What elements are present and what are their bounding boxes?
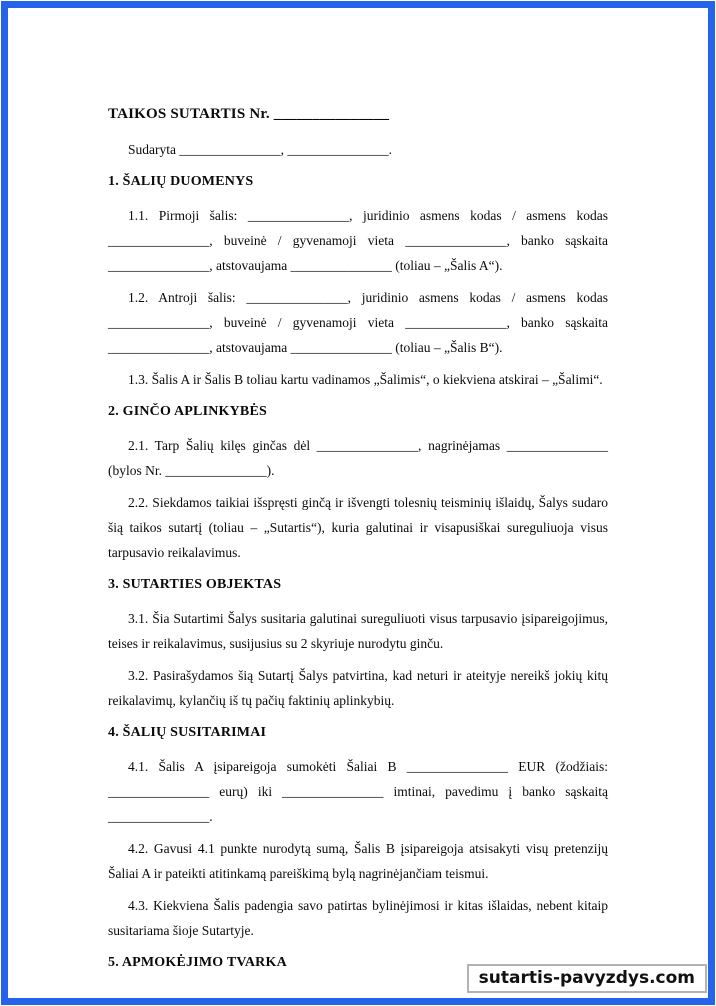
watermark-badge	[467, 964, 707, 993]
clause-4-2: 4.2. Gavusi 4.1 punkte nurodytą sumą, Šalis B įsipareigoja atsisakyti visų pretenzijų Šaliai A ir pateikti atitinkamą pareiškimą bylą nagrinėjančiam teismui.	[108, 841, 608, 881]
document-body	[108, 0, 608, 984]
clause-3-2: 3.2. Pasirašydamos šią Sutartį Šalys patvirtina, kad neturi ir ateityje nereikš jokių kitų reikalavimų, kylančių iš tų pačių faktinių aplinkybių.	[108, 668, 608, 708]
clause-3-1: 3.1. Šia Sutartimi Šalys susitaria galutinai sureguliuoti visus tarpusavio įsipareigojimus, teises ir reikalavimus, susijusius su 2 skyriuje nurodytu ginču.	[108, 611, 608, 651]
clause-4-1: 4.1. Šalis A įsipareigoja sumokėti Šaliai B _______________ EUR (žodžiais: _______________ eurų) iki _______________ imtinai, pavedimu į banko sąskaitą _______________.	[108, 759, 608, 824]
section-ginco-aplinkybes	[108, 399, 608, 565]
section-heading-5: 5. APMOKĖJIMO TVARKA	[108, 955, 287, 970]
watermark-label: sutartis-pavyzdys.com	[478, 968, 695, 988]
intro-line: Sudaryta _______________, _______________.	[128, 142, 392, 157]
section-heading-2: 2. GINČO APLINKYBĖS	[108, 404, 267, 419]
clause-1-3: 1.3. Šalis A ir Šalis B toliau kartu vadinamos „Šalimis“, o kiekviena atskirai – „Šalimi“.	[128, 372, 603, 387]
section-heading-1: 1. ŠALIŲ DUOMENYS	[108, 174, 254, 189]
section-heading-4: 4. ŠALIŲ SUSITARIMAI	[108, 725, 267, 740]
clause-4-3: 4.3. Kiekviena Šalis padengia savo patirtas bylinėjimosi ir kitas išlaidas, nebent kitaip susitariama šioje Sutartyje.	[108, 898, 608, 938]
section-saliu-susitarimai	[108, 720, 608, 943]
clause-2-1: 2.1. Tarp Šalių kilęs ginčas dėl _______________, nagrinėjamas _______________ (bylos Nr. _______________).	[108, 438, 608, 478]
section-heading-3: 3. SUTARTIES OBJEKTAS	[108, 577, 282, 592]
clause-2-2: 2.2. Siekdamos taikiai išspręsti ginčą ir išvengti tolesnių teisminių išlaidų, Šalys sudaro šią taikos sutartį (toliau – „Sutartis“), kuria galutinai ir visapusiškai sureguliuoja visus tarpusavio reikalavimus.	[108, 495, 608, 560]
document-title: TAIKOS SUTARTIS Nr. _______________	[108, 106, 390, 122]
clause-1-1: 1.1. Pirmoji šalis: _______________, juridinio asmens kodas / asmens kodas _______________, buveinė / gyvenamoji vieta _______________, banko sąskaita _______________, atstovaujama _______________ (toliau – „Šalis A“).	[108, 208, 608, 273]
section-saliu-duomenys	[108, 169, 608, 392]
section-sutarties-objektas	[108, 572, 608, 713]
clause-1-2: 1.2. Antroji šalis: _______________, juridinio asmens kodas / asmens kodas _______________, buveinė / gyvenamoji vieta _______________, banko sąskaita _______________, atstovaujama _______________ (toliau – „Šalis B“).	[108, 290, 608, 355]
